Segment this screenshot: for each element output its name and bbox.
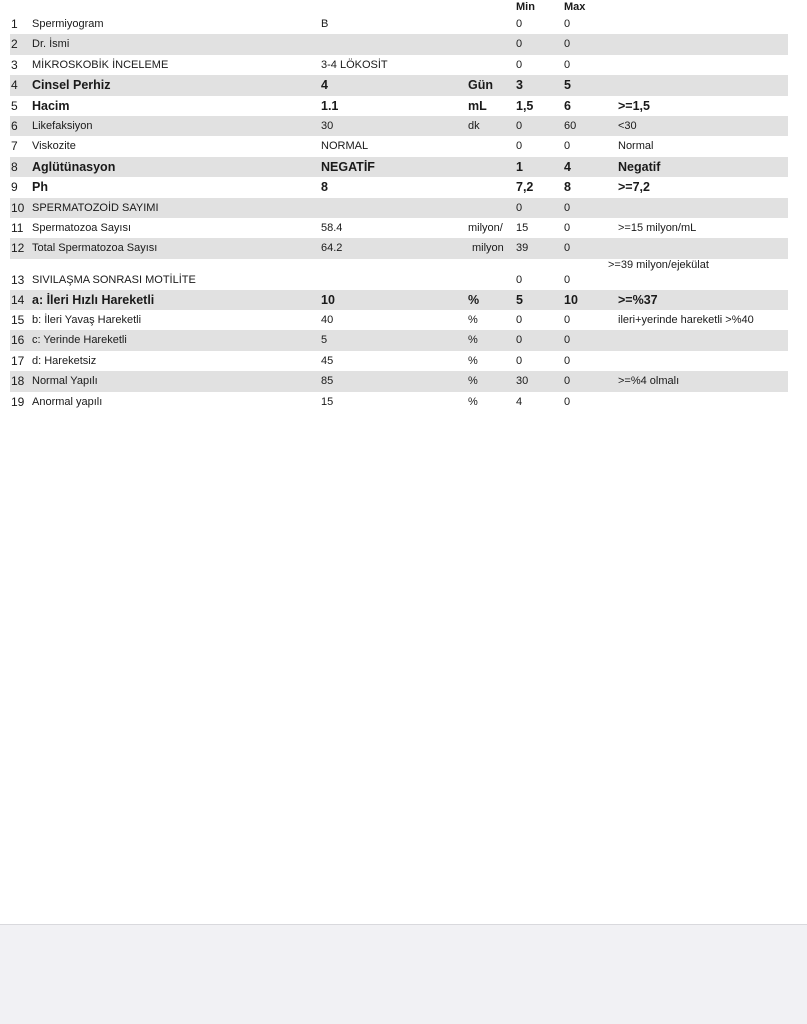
row-number: 1 [11, 17, 18, 31]
table-row [10, 330, 788, 350]
min-value: 30 [516, 375, 529, 388]
reference-value: Negatif [618, 159, 661, 174]
test-name: MİKROSKOBİK İNCELEME [32, 58, 169, 71]
min-value: 0 [516, 314, 523, 327]
table-row [10, 290, 788, 310]
max-value: 5 [564, 78, 571, 93]
result-value: 30 [321, 119, 334, 132]
reference-value: >=7,2 [618, 180, 650, 195]
result-unit: % [468, 375, 478, 388]
max-value: 60 [564, 119, 577, 132]
min-value: 0 [516, 201, 523, 214]
total-count-reference: >=39 milyon/ejekülat [608, 259, 709, 271]
result-value: NORMAL [321, 140, 369, 153]
reference-value: >=%37 [618, 292, 658, 307]
table-row [10, 177, 788, 197]
result-value: 45 [321, 354, 334, 367]
result-value: 8 [321, 180, 328, 195]
result-value: 64.2 [321, 242, 343, 255]
min-value: 39 [516, 242, 529, 255]
min-column-header: Min [516, 1, 535, 13]
test-name: c: Yerinde Hareketli [32, 334, 127, 347]
table-row [10, 34, 788, 54]
row-number: 19 [11, 394, 25, 409]
result-value: 10 [321, 292, 335, 307]
reference-value: <30 [618, 119, 637, 132]
max-value: 0 [564, 334, 571, 347]
test-name: Spermatozoa Sayısı [32, 221, 132, 234]
test-name: Hacim [32, 98, 70, 113]
row-number: 17 [11, 353, 25, 368]
row-number: 6 [11, 118, 18, 133]
max-value: 0 [564, 18, 571, 30]
min-value: 4 [516, 395, 523, 408]
result-value: 15 [321, 395, 334, 408]
table-row [10, 371, 788, 391]
test-name: Aglütünasyon [32, 159, 116, 174]
max-column-header: Max [564, 1, 586, 13]
row-number: 11 [11, 220, 24, 235]
row-number: 4 [11, 78, 18, 93]
table-row [10, 136, 788, 156]
row-number: 3 [11, 57, 18, 72]
reference-value: ileri+yerinde hareketli >%40 [618, 314, 754, 327]
min-value: 0 [516, 119, 523, 132]
row-number: 2 [11, 37, 18, 52]
max-value: 0 [564, 395, 571, 408]
result-unit: mL [468, 98, 487, 113]
max-value: 0 [564, 38, 571, 51]
test-name: d: Hareketsiz [32, 354, 97, 367]
table-row [10, 238, 788, 258]
result-value: 5 [321, 334, 328, 347]
min-value: 1,5 [516, 98, 534, 113]
max-value: 0 [564, 375, 571, 388]
max-value: 4 [564, 159, 571, 174]
test-name: SIVILAŞMA SONRASI MOTİLİTE [32, 273, 196, 286]
table-row [10, 392, 788, 412]
reference-value: >=1,5 [618, 98, 650, 113]
test-name: Dr. İsmi [32, 38, 70, 51]
result-unit: % [468, 395, 478, 408]
min-value: 0 [516, 334, 523, 347]
table-row [10, 96, 788, 116]
test-name: Anormal yapılı [32, 395, 103, 408]
row-number: 9 [11, 180, 18, 195]
table-row [10, 75, 788, 95]
result-value: 3-4 LÖKOSİT [321, 58, 388, 71]
test-name: b: İleri Yavaş Hareketli [32, 314, 142, 327]
table-row [10, 218, 788, 238]
results-table [10, 14, 788, 412]
test-name: Spermiyogram [32, 18, 104, 30]
min-value: 0 [516, 354, 523, 367]
min-value: 5 [516, 292, 523, 307]
min-value: 1 [516, 159, 523, 174]
test-name: Likefaksiyon [32, 119, 93, 132]
result-unit: % [468, 354, 478, 367]
result-value: 40 [321, 314, 334, 327]
table-row [10, 351, 788, 371]
table-row [10, 14, 788, 34]
result-unit: Gün [468, 78, 493, 93]
table-row [10, 198, 788, 218]
max-value: 10 [564, 292, 578, 307]
min-value: 0 [516, 38, 523, 51]
result-unit: dk [468, 119, 480, 132]
result-value: B [321, 18, 329, 30]
result-value: 4 [321, 78, 328, 93]
column-header-row [0, 0, 807, 14]
test-name: Total Spermatozoa Sayısı [32, 242, 158, 255]
max-value: 8 [564, 180, 571, 195]
row-number: 10 [11, 200, 25, 215]
row-number: 8 [11, 159, 18, 174]
max-value: 0 [564, 273, 571, 286]
max-value: 0 [564, 201, 571, 214]
max-value: 0 [564, 140, 571, 153]
result-value: NEGATİF [321, 159, 375, 174]
max-value: 6 [564, 98, 571, 113]
reference-value: Normal [618, 140, 654, 153]
min-value: 15 [516, 221, 529, 234]
result-unit: milyon [472, 242, 504, 255]
max-value: 0 [564, 58, 571, 71]
result-value: 58.4 [321, 221, 343, 234]
table-row [10, 310, 788, 330]
row-number: 18 [11, 374, 25, 389]
table-row [10, 55, 788, 75]
min-value: 0 [516, 273, 523, 286]
result-unit: % [468, 334, 478, 347]
min-value: 0 [516, 58, 523, 71]
min-value: 0 [516, 140, 523, 153]
result-unit: % [468, 292, 480, 307]
test-name: a: İleri Hızlı Hareketli [32, 292, 155, 307]
table-row [10, 157, 788, 177]
test-name: Ph [32, 180, 48, 195]
result-unit: % [468, 314, 478, 327]
min-value: 0 [516, 18, 523, 30]
test-name: Viskozite [32, 140, 76, 153]
test-name: Normal Yapılı [32, 375, 98, 388]
result-value: 1.1 [321, 98, 339, 113]
max-value: 0 [564, 242, 571, 255]
test-name: Cinsel Perhiz [32, 78, 111, 93]
test-name: SPERMATOZOİD SAYIMI [32, 201, 159, 214]
row-number: 5 [11, 98, 18, 113]
viewer-footer-area [0, 924, 807, 1024]
row-number: 12 [11, 241, 25, 256]
min-value: 3 [516, 78, 523, 93]
max-value: 0 [564, 314, 571, 327]
row-number: 7 [11, 139, 18, 154]
result-value: 85 [321, 375, 334, 388]
row-number: 13 [11, 272, 25, 287]
row-number: 15 [11, 313, 25, 328]
result-unit: milyon/ [468, 221, 503, 234]
reference-value: >=15 milyon/mL [618, 221, 697, 234]
table-row [10, 116, 788, 136]
row-number: 14 [11, 292, 25, 307]
reference-value: >=%4 olmalı [618, 375, 680, 388]
min-value: 7,2 [516, 180, 534, 195]
row-number: 16 [11, 333, 25, 348]
max-value: 0 [564, 354, 571, 367]
max-value: 0 [564, 221, 571, 234]
